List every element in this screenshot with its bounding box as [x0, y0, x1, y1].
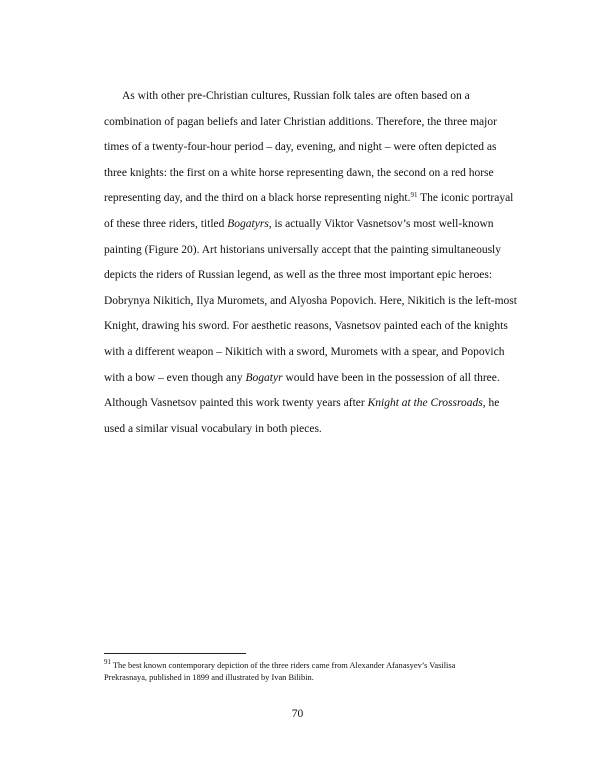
paragraph-text: , is actually Viktor Vasnetsov’s most well-known [268, 217, 494, 230]
paragraph-line [104, 212, 514, 238]
paragraph-line: with a different weapon – Nikitich with a sword, Muromets with a spear, and Popovich [104, 345, 505, 358]
italic-title: Bogatyrs [227, 217, 269, 230]
paragraph-text: The iconic portrayal [417, 192, 514, 205]
paragraph-line: Knight, drawing his sword. For aesthetic reasons, Vasnetsov painted each of the knights [104, 320, 508, 333]
paragraph-line: As with other pre-Christian cultures, Russian folk tales are often based on a [122, 90, 470, 102]
paragraph-line: used a similar visual vocabulary in both pieces. [104, 422, 322, 435]
footnote-reference[interactable]: 91 [410, 191, 418, 200]
paragraph-text: Although Vasnetsov painted this work twenty years after [104, 397, 368, 410]
paragraph-text: of these three riders, titled [104, 217, 228, 230]
paragraph-line: times of a twenty-four-hour period – day, evening, and night – were often depicted as [104, 141, 497, 154]
footnote-line [104, 660, 514, 672]
paragraph-line [104, 391, 514, 417]
paragraph-text: , he [482, 397, 500, 410]
page-number: 70 [291, 708, 304, 720]
paragraph-text: with a bow – even though any [104, 371, 246, 384]
paragraph-line [104, 366, 514, 392]
paragraph-line: Dobrynya Nikitich, Ilya Muromets, and Alyosha Popovich. Here, Nikitich is the left-most [104, 294, 517, 307]
footnote [104, 660, 514, 683]
footnote-separator [104, 653, 246, 654]
italic-title: Knight at the Crossroads [367, 397, 483, 410]
paragraph-line: combination of pagan beliefs and later Christian additions. Therefore, the three major [104, 115, 497, 128]
body-paragraph [104, 84, 517, 442]
paragraph-line: painting (Figure 20). Art historians universally accept that the painting simultaneously [104, 243, 501, 256]
paragraph-line [104, 186, 514, 212]
paragraph-line: three knights: the first on a white horse representing dawn, the second on a red horse [104, 166, 494, 179]
italic-term: Bogatyr [245, 371, 283, 384]
footnote-line: Prekrasnaya, published in 1899 and illustrated by Ivan Bilibin. [104, 672, 314, 682]
paragraph-line: depicts the riders of Russian legend, as well as the three most important epic heroes: [104, 269, 493, 282]
footnote-number: 91 [104, 658, 111, 666]
paragraph-text: would have been in the possession of all three. [282, 371, 500, 384]
footnote-text: The best known contemporary depiction of the three riders came from Alexander Afanasyev’s Vasilisa [111, 661, 456, 670]
paragraph-text: representing day, and the third on a black horse representing night. [104, 192, 411, 205]
